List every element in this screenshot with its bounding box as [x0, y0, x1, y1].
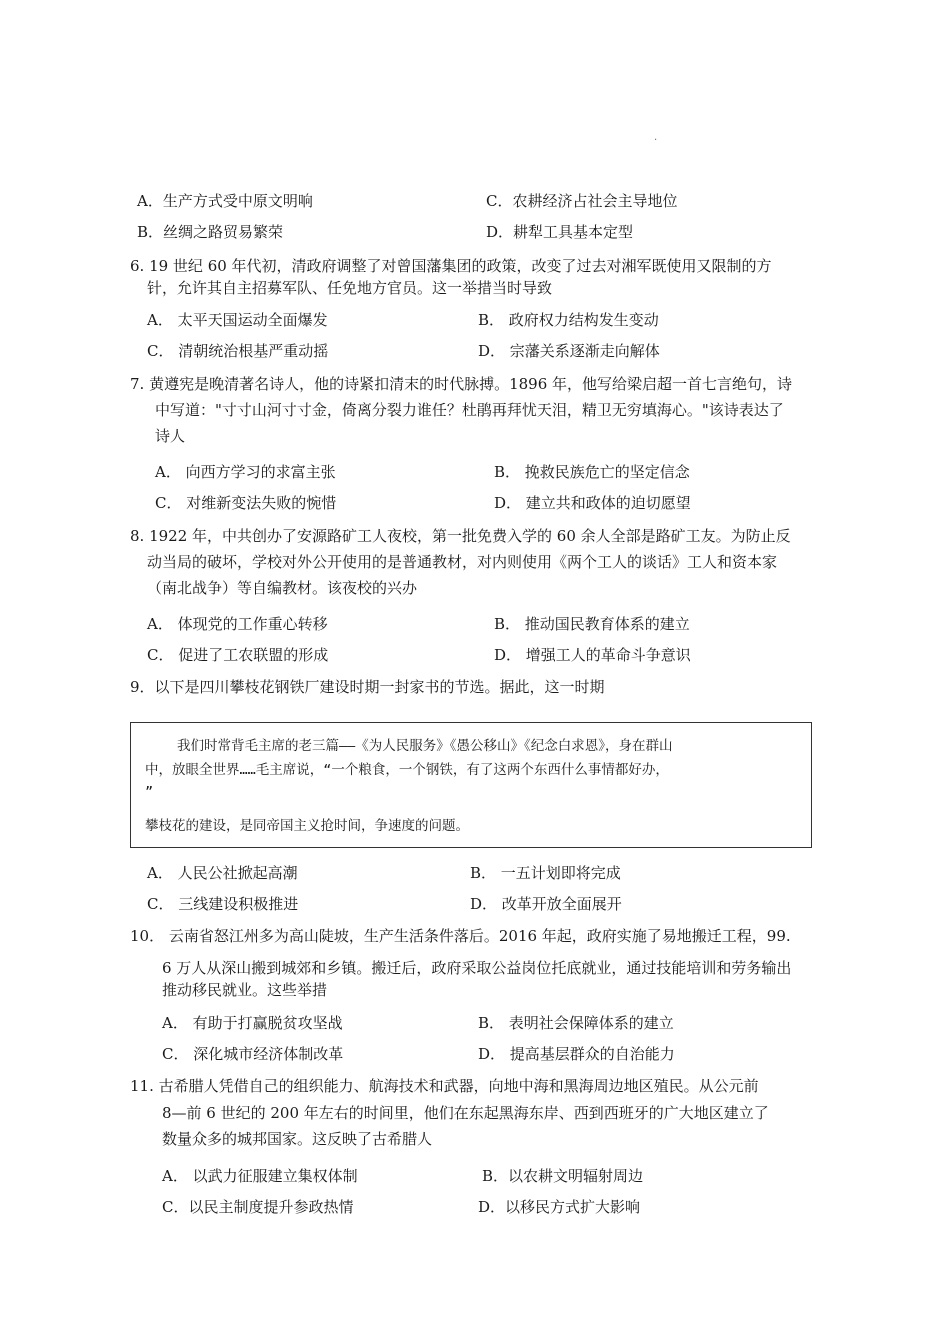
- q6-option-d: D． 宗藩关系逐渐走向解体: [478, 342, 660, 360]
- q9-option-c: C． 三线建设积极推进: [147, 895, 299, 913]
- q10-stem-line1: 10． 云南省怒江州多为高山陡坡，生产生活条件落后。2016 年起，政府实施了易地搬迁工程，99.: [130, 927, 791, 945]
- q10-option-c: C． 深化城市经济体制改革: [162, 1045, 344, 1063]
- q9-excerpt-line2: 中，放眼全世界……毛主席说，“一个粮食，一个钢铁，有了这两个东西什么事情都好办，: [145, 762, 669, 778]
- q5-option-b: B．丝绸之路贸易繁荣: [137, 223, 284, 241]
- q7-stem-line1: 7. 黄遵宪是晚清著名诗人，他的诗紧扣清末的时代脉搏。1896 年，他写给梁启超一首七言绝句，诗: [130, 375, 793, 393]
- q7-stem-line3: 诗人: [155, 427, 186, 445]
- q10-option-b: B． 表明社会保障体系的建立: [478, 1014, 674, 1032]
- q9-option-b: B． 一五计划即将完成: [470, 864, 621, 882]
- q9-excerpt-line3: ”: [145, 784, 154, 800]
- q8-stem-line1: 8. 1922 年，中共创办了安源路矿工人夜校，第一批免费入学的 60 余人全部是路矿工友。为防止反: [130, 527, 791, 545]
- q6-option-a: A． 太平天国运动全面爆发: [147, 311, 328, 329]
- q6-option-c: C． 清朝统治根基严重动摇: [147, 342, 329, 360]
- q7-option-d: D． 建立共和政体的迫切愿望: [494, 494, 691, 512]
- q9-excerpt-line1: 我们时常背毛主席的老三篇——《为人民服务》《愚公移山》《纪念白求恩》，身在群山: [177, 738, 673, 754]
- q11-option-b: B．以农耕文明辐射周边: [482, 1167, 644, 1185]
- q9-excerpt-line4: 攀枝花的建设，是同帝国主义抢时间，争速度的问题。: [145, 818, 469, 834]
- q8-option-c: C． 促进了工农联盟的形成: [147, 646, 329, 664]
- q8-stem-line2: 动当局的破坏，学校对外公开使用的是普通教材，对内则使用《两个工人的谈话》工人和资本家: [147, 553, 778, 571]
- q9-option-d: D． 改革开放全面展开: [470, 895, 622, 913]
- q6-stem-line2: 针，允许其自主招募军队、任免地方官员。这一举措当时导致: [147, 279, 553, 297]
- q8-option-b: B． 推动国民教育体系的建立: [494, 615, 690, 633]
- q11-option-d: D．以移民方式扩大影响: [478, 1198, 641, 1216]
- q10-option-a: A． 有助于打赢脱贫攻坚战: [162, 1014, 343, 1032]
- q8-stem-line3: （南北战争）等自编教材。该夜校的兴办: [147, 579, 418, 597]
- page-marker: .: [654, 132, 658, 143]
- q11-option-c: C．以民主制度提升参政热情: [162, 1198, 354, 1216]
- q5-option-a: A．生产方式受中原文明响: [137, 192, 313, 210]
- q7-option-c: C． 对维新变法失败的惋惜: [155, 494, 337, 512]
- q5-option-d: D．耕犁工具基本定型: [486, 223, 634, 241]
- q7-stem-line2: 中写道："寸寸山河寸寸金，倚离分裂力谁任？杜鹃再拜忧天泪，精卫无穷填海心。"该诗表达了: [155, 401, 784, 419]
- q9-stem-line1: 9．以下是四川攀枝花钢铁厂建设时期一封家书的节选。据此，这一时期: [130, 678, 605, 696]
- q9-source-excerpt-box: [130, 722, 812, 848]
- q10-option-d: D． 提高基层群众的自治能力: [478, 1045, 675, 1063]
- q11-stem-line3: 数量众多的城邦国家。这反映了古希腊人: [162, 1130, 433, 1148]
- q5-option-c: C．农耕经济占社会主导地位: [486, 192, 678, 210]
- q11-stem-line2: 8—前 6 世纪的 200 年左右的时间里，他们在东起黑海东岸、西到西班牙的广大地区建立了: [162, 1104, 769, 1122]
- q10-stem-line2: 6 万人从深山搬到城郊和乡镇。搬迁后，政府采取公益岗位托底就业，通过技能培训和劳务输出: [162, 959, 792, 977]
- q8-option-d: D． 增强工人的革命斗争意识: [494, 646, 691, 664]
- q10-stem-line3: 推动移民就业。这些举措: [162, 981, 328, 999]
- q9-option-a: A． 人民公社掀起高潮: [147, 864, 298, 882]
- q7-option-a: A． 向西方学习的求富主张: [155, 463, 336, 481]
- q7-option-b: B． 挽救民族危亡的坚定信念: [494, 463, 690, 481]
- q6-option-b: B． 政府权力结构发生变动: [478, 311, 659, 329]
- q11-option-a: A． 以武力征服建立集权体制: [162, 1167, 358, 1185]
- q6-stem-line1: 6. 19 世纪 60 年代初，清政府调整了对曾国藩集团的政策，改变了过去对湘军既使用又限制的方: [130, 257, 772, 275]
- q11-stem-line1: 11. 古希腊人凭借自己的组织能力、航海技术和武器，向地中海和黑海周边地区殖民。从公元前: [130, 1077, 759, 1095]
- q8-option-a: A． 体现党的工作重心转移: [147, 615, 328, 633]
